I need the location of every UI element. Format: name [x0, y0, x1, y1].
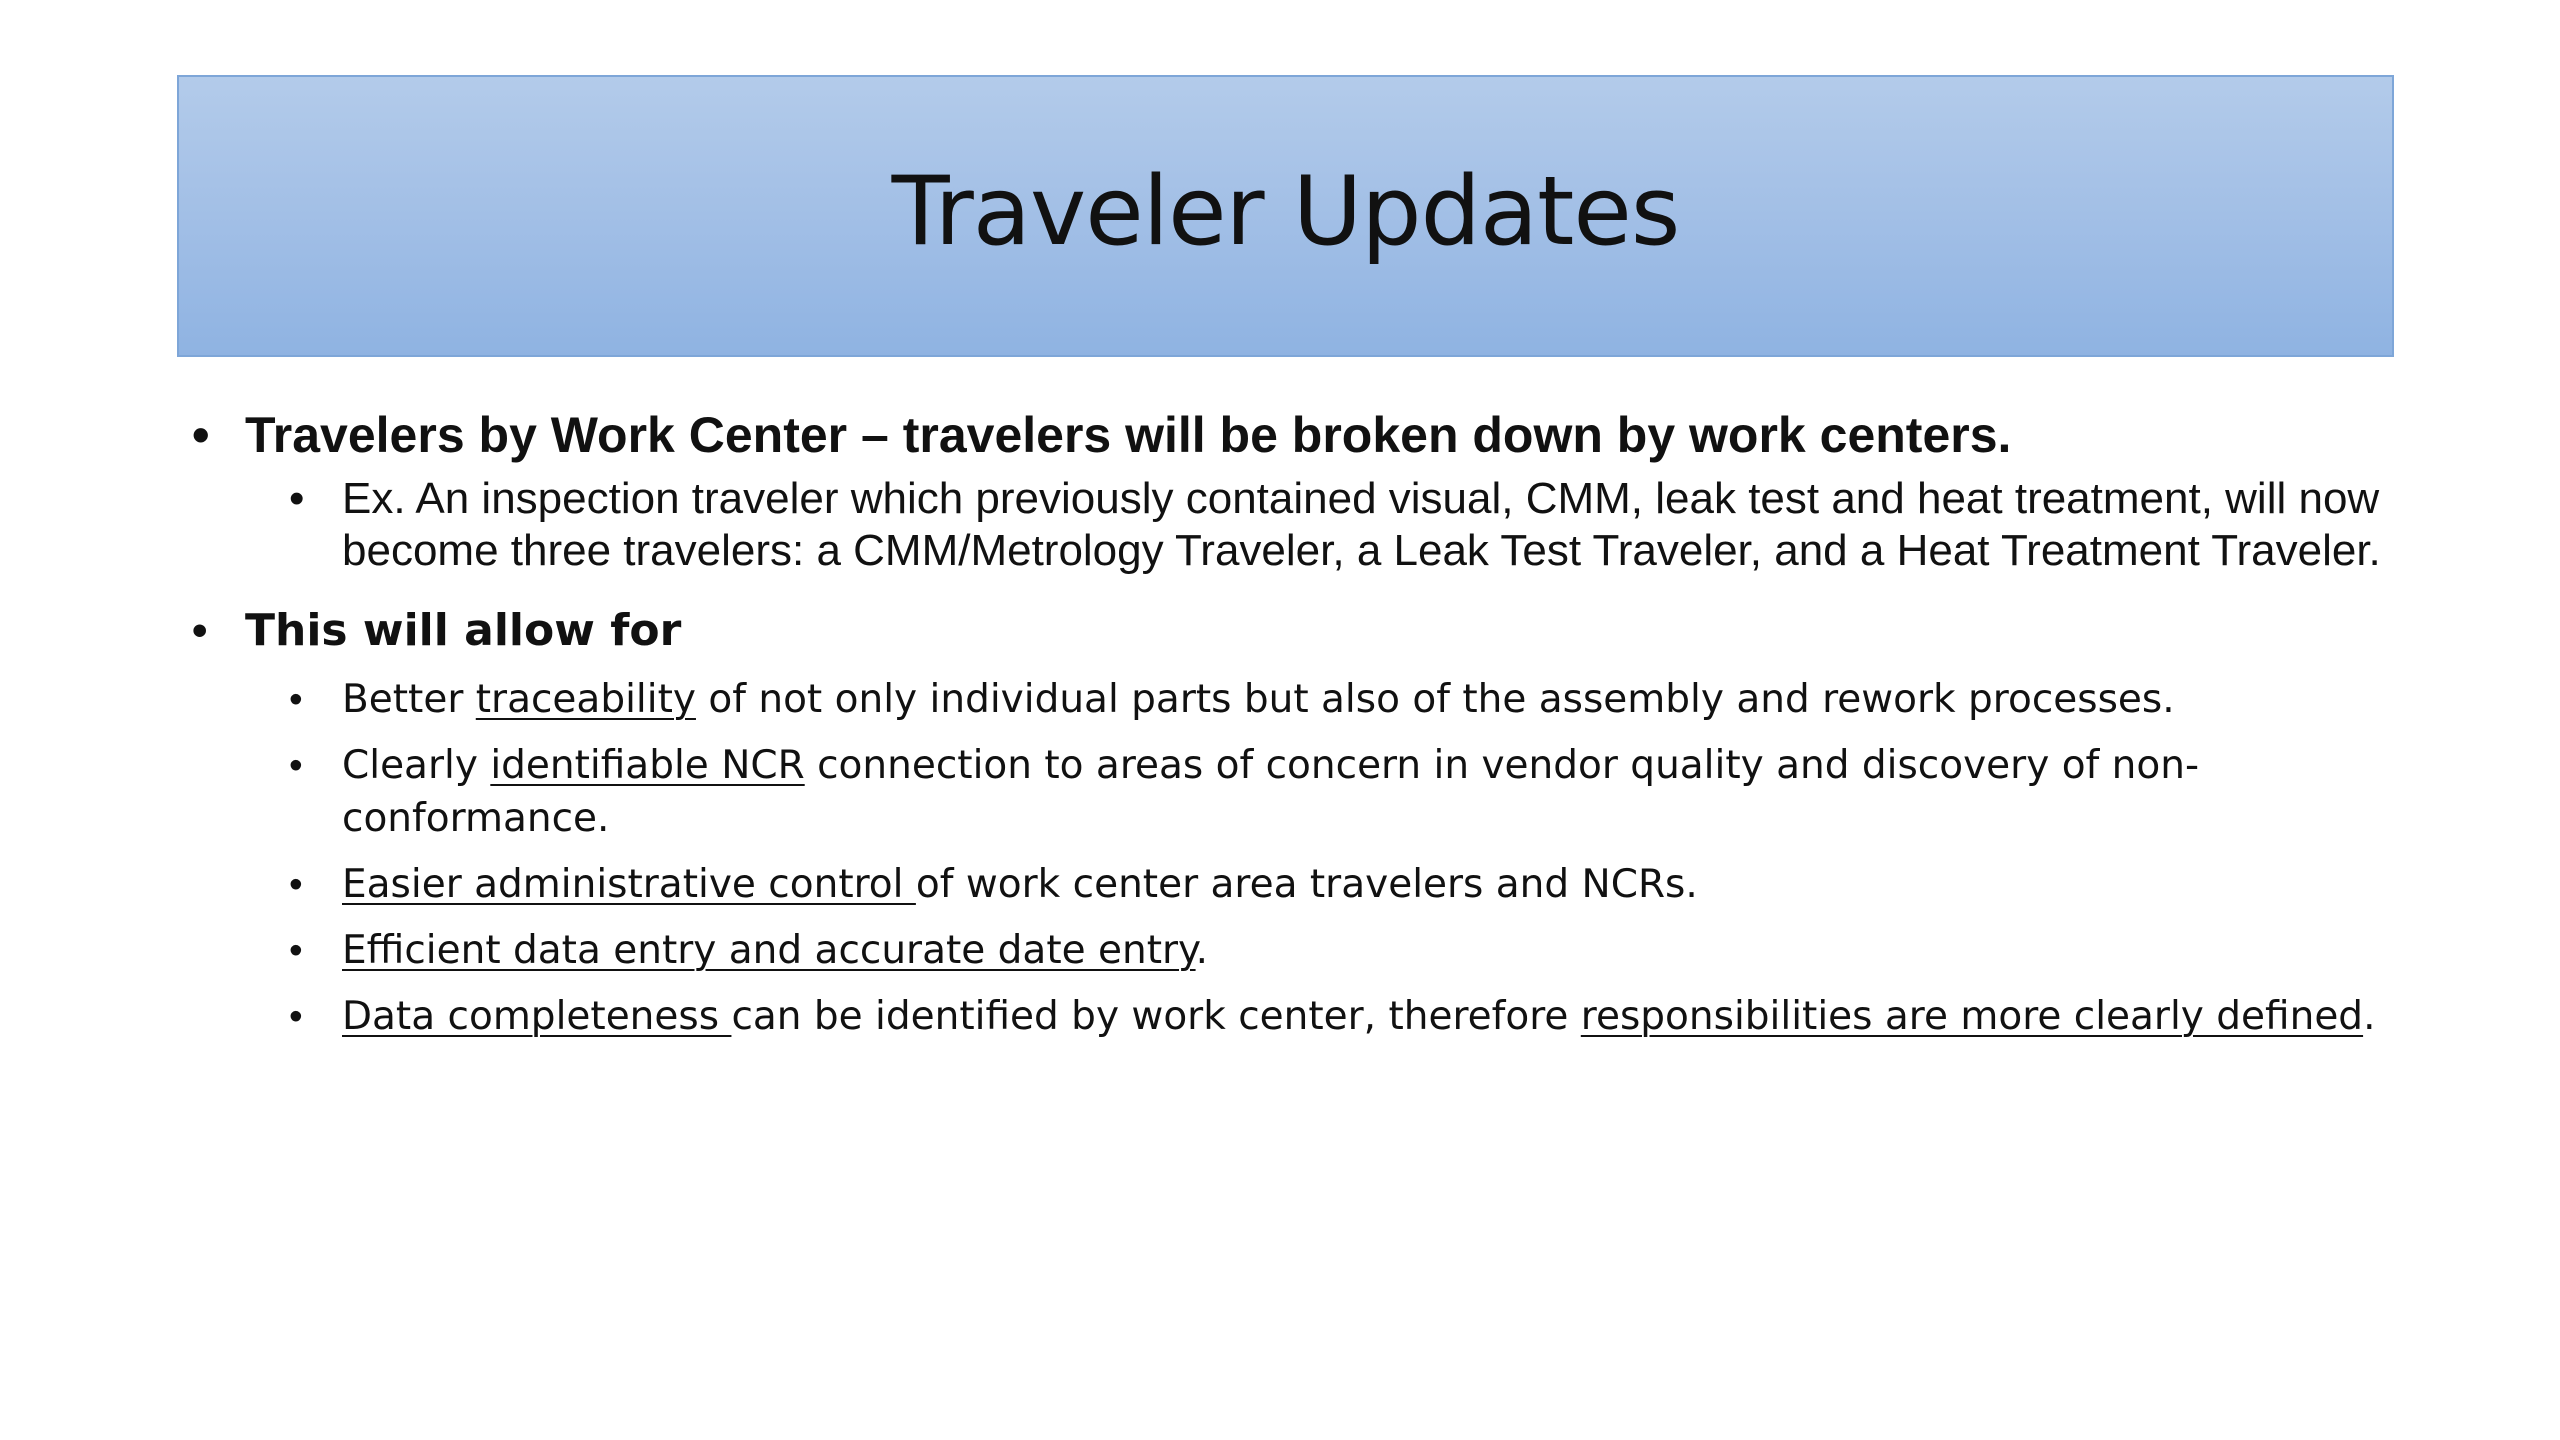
- sub-bullet-data-completeness: [190, 990, 2440, 1043]
- sub-bullet-identifiable-ncr: [190, 739, 2440, 845]
- text-segment: .: [1195, 928, 1208, 973]
- text-segment: connection to areas of concern in vendor quality and discovery of non-conformance.: [342, 743, 2200, 841]
- sub-bullet-data-entry: [190, 924, 2440, 977]
- slide-body: [190, 405, 2440, 1043]
- title-banner: [177, 75, 2394, 357]
- slide-title: Traveler Updates: [891, 157, 1680, 267]
- underlined-phrase: traceability: [475, 677, 696, 722]
- underlined-phrase: responsibilities are more clearly defined: [1580, 994, 2364, 1039]
- underlined-phrase: Data completeness: [342, 994, 732, 1039]
- underlined-phrase: identifiable NCR: [490, 743, 805, 788]
- text-segment: can be identified by work center, therefore: [731, 994, 1581, 1039]
- text-segment: .: [2363, 994, 2376, 1039]
- text-segment: Better: [342, 677, 476, 722]
- sub-bullet-administrative-control: [190, 858, 2440, 911]
- underlined-phrase: Easier administrative control: [342, 862, 916, 907]
- bullet-travelers-by-work-center: • Travelers by Work Center – travelers will be broken down by work centers.: [190, 405, 2440, 465]
- text-segment: of not only individual parts but also of the assembly and rework processes.: [695, 677, 2175, 722]
- text-segment: Clearly: [342, 743, 491, 788]
- text-segment: of work center area travelers and NCRs.: [915, 862, 1698, 907]
- underlined-phrase: Efficient data entry and accurate date entry: [342, 928, 1196, 973]
- sub-bullet-example: • Ex. An inspection traveler which previously contained visual, CMM, leak test and heat treatment, will now become three travelers: a CMM/Metrology Traveler, a Leak Test Traveler, and a Heat Treatment Traveler.: [190, 473, 2440, 577]
- bullet-this-will-allow-for: • This will allow for: [190, 601, 2440, 661]
- sub-bullet-traceability: [190, 673, 2440, 726]
